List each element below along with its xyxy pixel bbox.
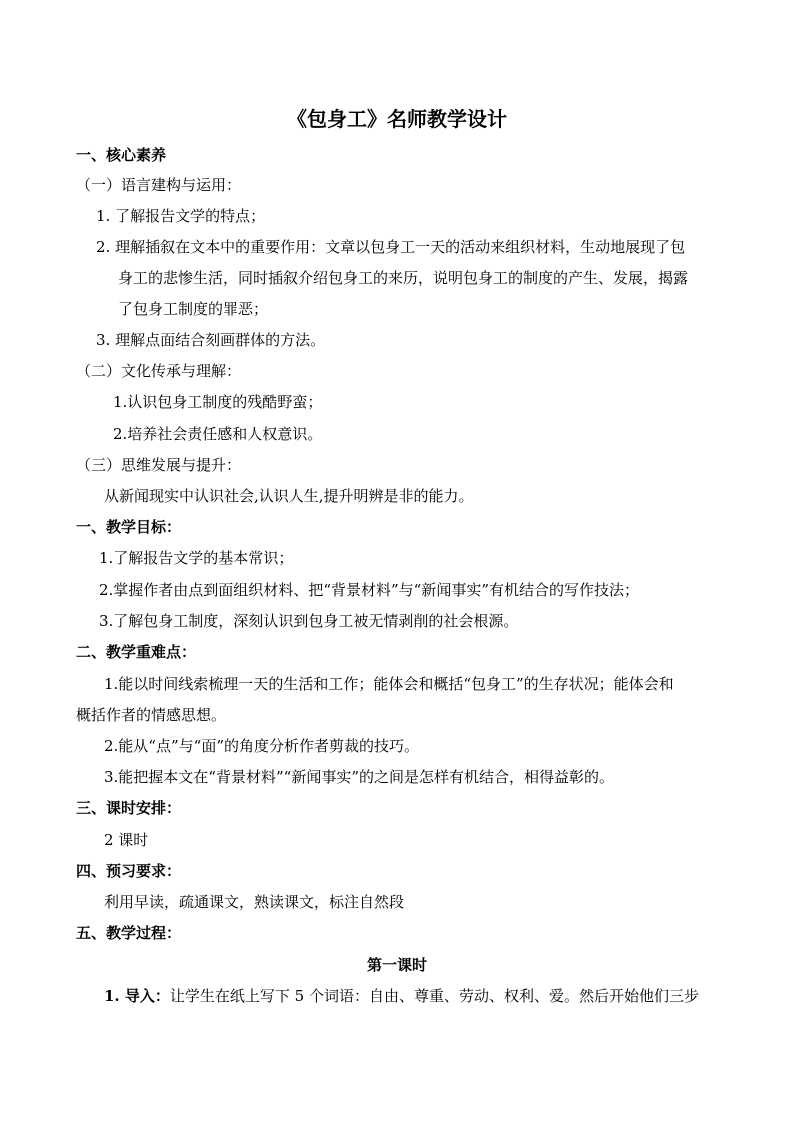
list-item: 1.了解报告文学的基本常识； — [99, 549, 294, 567]
paragraph: 2 课时 — [104, 831, 149, 849]
section-heading-process: 五、教学过程： — [76, 924, 182, 942]
paragraph: 利用早读，疏通课文，熟读课文，标注自然段 — [104, 893, 405, 911]
list-item: 3.能把握本文在“背景材料”“新闻事实”的之间是怎样有机结合，相得益彰的。 — [104, 768, 614, 786]
subsection-heading-culture: （二）文化传承与理解： — [76, 362, 242, 380]
list-item: 1.能以时间线索梳理一天的生活和工作；能体会和概括“包身工”的生存状况；能体会和 — [104, 675, 674, 693]
list-item: 2.掌握作者由点到面组织材料、把“背景材料”与“新闻事实”有机结合的写作技法； — [99, 581, 639, 599]
list-item-continuation: 了包身工制度的罪恶； — [118, 300, 269, 318]
subsection-heading-language: （一）语言建构与运用： — [76, 176, 242, 194]
list-item: 2.培养社会责任感和人权意识。 — [113, 425, 323, 443]
list-item-continuation: 概括作者的情感思想。 — [76, 706, 227, 724]
list-item: 2. 理解插叙在文本中的重要作用：文章以包身工一天的活动来组织材料，生动地展现了包 — [96, 238, 686, 256]
list-item: 3. 理解点面结合刻画群体的方法。 — [96, 331, 326, 349]
list-item: 2.能从“点”与“面”的角度分析作者剪裁的技巧。 — [104, 737, 419, 755]
list-item: 3.了解包身工制度，深刻认识到包身工被无情剥削的社会根源。 — [99, 612, 519, 630]
section-heading-difficulties: 二、教学重难点： — [76, 643, 197, 661]
intro-text: 让学生在纸上写下 5 个词语：自由、尊重、劳动、权利、爱。然后开始他们三步 — [169, 987, 699, 1005]
paragraph: 从新闻现实中认识社会,认识人生,提升明辨是非的能力。 — [104, 487, 474, 505]
paragraph-intro — [104, 986, 699, 1006]
list-item-continuation: 身工的悲惨生活，同时插叙介绍包身工的来历，说明包身工的制度的产生、发展，揭露 — [118, 269, 689, 287]
section-heading-schedule: 三、课时安排： — [76, 799, 182, 817]
subsection-heading-thinking: （三）思维发展与提升： — [76, 456, 242, 474]
lesson-title: 第一课时 — [366, 956, 427, 974]
intro-label: 1. 导入： — [104, 987, 170, 1005]
list-item: 1. 了解报告文学的特点； — [96, 207, 266, 225]
section-heading-core: 一、核心素养 — [76, 146, 167, 164]
document-title: 《包身工》名师教学设计 — [287, 107, 507, 131]
section-heading-goals: 一、教学目标： — [76, 518, 182, 536]
section-heading-preview: 四、预习要求： — [76, 862, 182, 880]
list-item: 1.认识包身工制度的残酷野蛮； — [113, 393, 323, 411]
